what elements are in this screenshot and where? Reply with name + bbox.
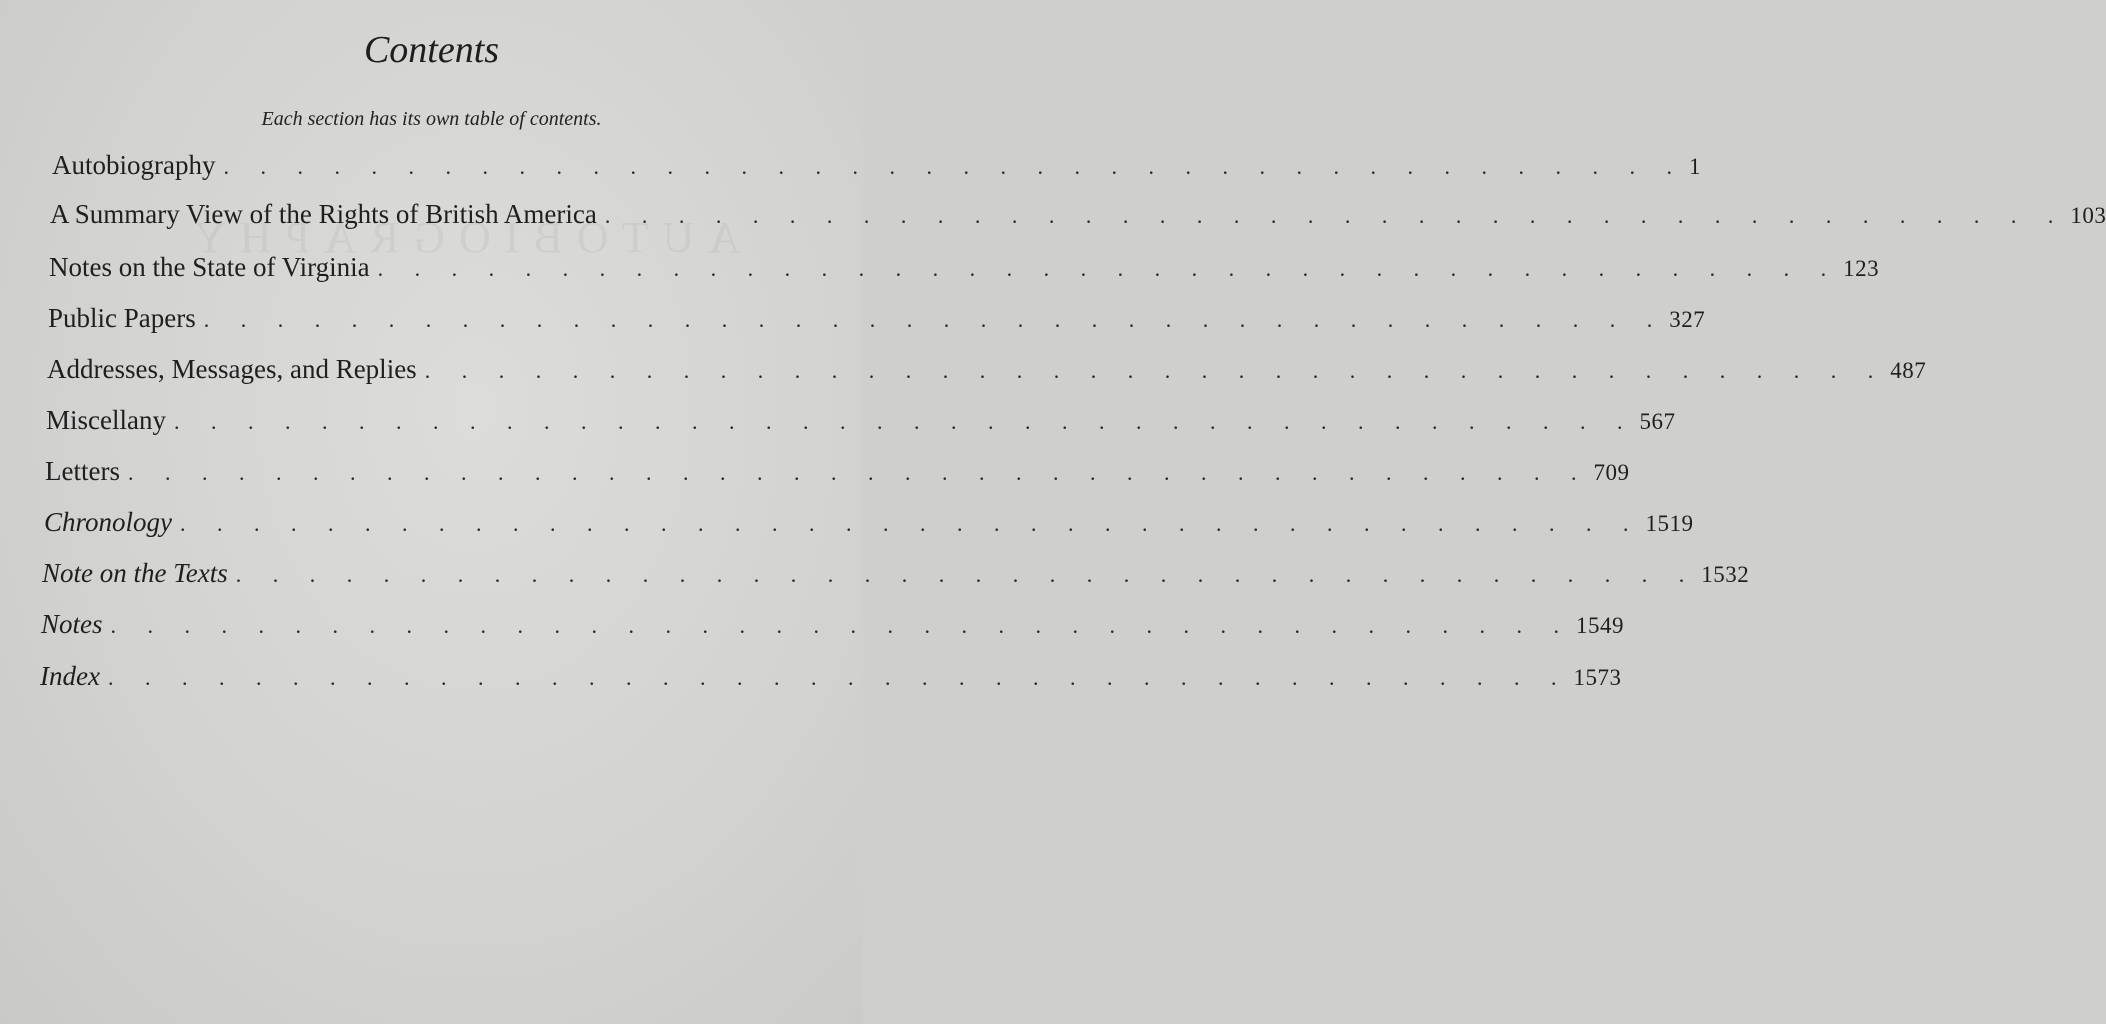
- toc-entry-title: Chronology: [44, 507, 172, 537]
- toc-entry: [52, 150, 1701, 184]
- dot-leader: . . . . . . . . . . . . . . . . . . . . . . . . . . . . . . . . . . . . . . . .: [203, 307, 1666, 332]
- toc-entry-page: 123: [1843, 256, 1880, 281]
- toc-entry-page: 1519: [1645, 511, 1694, 536]
- toc-entry: [42, 558, 1750, 592]
- toc-entry: [50, 199, 2106, 233]
- toc-entry: [47, 354, 1927, 388]
- toc-entry-page: 1573: [1573, 665, 1622, 690]
- toc-entry-title: Autobiography: [52, 150, 216, 180]
- dot-leader: . . . . . . . . . . . . . . . . . . . . . . . . . . . . . . . . . . . . . . . .: [604, 203, 2067, 228]
- page-title: Contents: [363, 29, 500, 71]
- toc-entry: [40, 661, 1622, 695]
- toc-entry-title: Index: [40, 661, 100, 691]
- toc-entry-page: 1532: [1701, 562, 1750, 587]
- toc-entry-title: Miscellany: [46, 405, 166, 435]
- toc-entry: [46, 405, 1676, 439]
- dot-leader: . . . . . . . . . . . . . . . . . . . . . . . . . . . . . . . . . . . . . . . .: [377, 256, 1840, 281]
- toc-entry-title: Letters: [45, 456, 120, 486]
- toc-entry-title: Notes: [41, 609, 103, 639]
- toc-entry-title: Note on the Texts: [42, 558, 228, 588]
- dot-leader: . . . . . . . . . . . . . . . . . . . . . . . . . . . . . . . . . . . . . . . .: [110, 613, 1573, 638]
- dot-leader: . . . . . . . . . . . . . . . . . . . . . . . . . . . . . . . . . . . . . . . .: [127, 460, 1590, 485]
- dot-leader: . . . . . . . . . . . . . . . . . . . . . . . . . . . . . . . . . . . . . . . .: [235, 562, 1698, 587]
- toc-entry-page: 487: [1890, 358, 1927, 383]
- dot-leader: . . . . . . . . . . . . . . . . . . . . . . . . . . . . . . . . . . . . . . . .: [424, 358, 1887, 383]
- toc-entry: [49, 252, 1880, 286]
- toc-entry: [45, 456, 1630, 490]
- toc-entry-title: Public Papers: [48, 303, 196, 333]
- toc-entry-page: 709: [1593, 460, 1630, 485]
- toc-entry-page: 1: [1688, 154, 1701, 179]
- dot-leader: . . . . . . . . . . . . . . . . . . . . . . . . . . . . . . . . . . . . . . . .: [180, 511, 1642, 536]
- toc-entry-page: 103: [2070, 203, 2106, 228]
- toc-entry: [44, 507, 1694, 541]
- page-subtitle: Each section has its own table of contents.: [261, 108, 602, 130]
- dot-leader: . . . . . . . . . . . . . . . . . . . . . . . . . . . . . . . . . . . . . . . .: [223, 154, 1685, 179]
- toc-entry: [48, 303, 1706, 337]
- toc-entry-title: Notes on the State of Virginia: [49, 252, 370, 282]
- toc-entry-title: Addresses, Messages, and Replies: [47, 354, 417, 384]
- toc-entry-page: 567: [1639, 409, 1676, 434]
- toc-entry-page: 327: [1669, 307, 1706, 332]
- dot-leader: . . . . . . . . . . . . . . . . . . . . . . . . . . . . . . . . . . . . . . . .: [173, 409, 1636, 434]
- toc-entry: [41, 609, 1625, 643]
- toc-entry-title: A Summary View of the Rights of British America: [50, 199, 597, 229]
- dot-leader: . . . . . . . . . . . . . . . . . . . . . . . . . . . . . . . . . . . . . . . .: [107, 665, 1570, 690]
- toc-entry-page: 1549: [1576, 613, 1625, 638]
